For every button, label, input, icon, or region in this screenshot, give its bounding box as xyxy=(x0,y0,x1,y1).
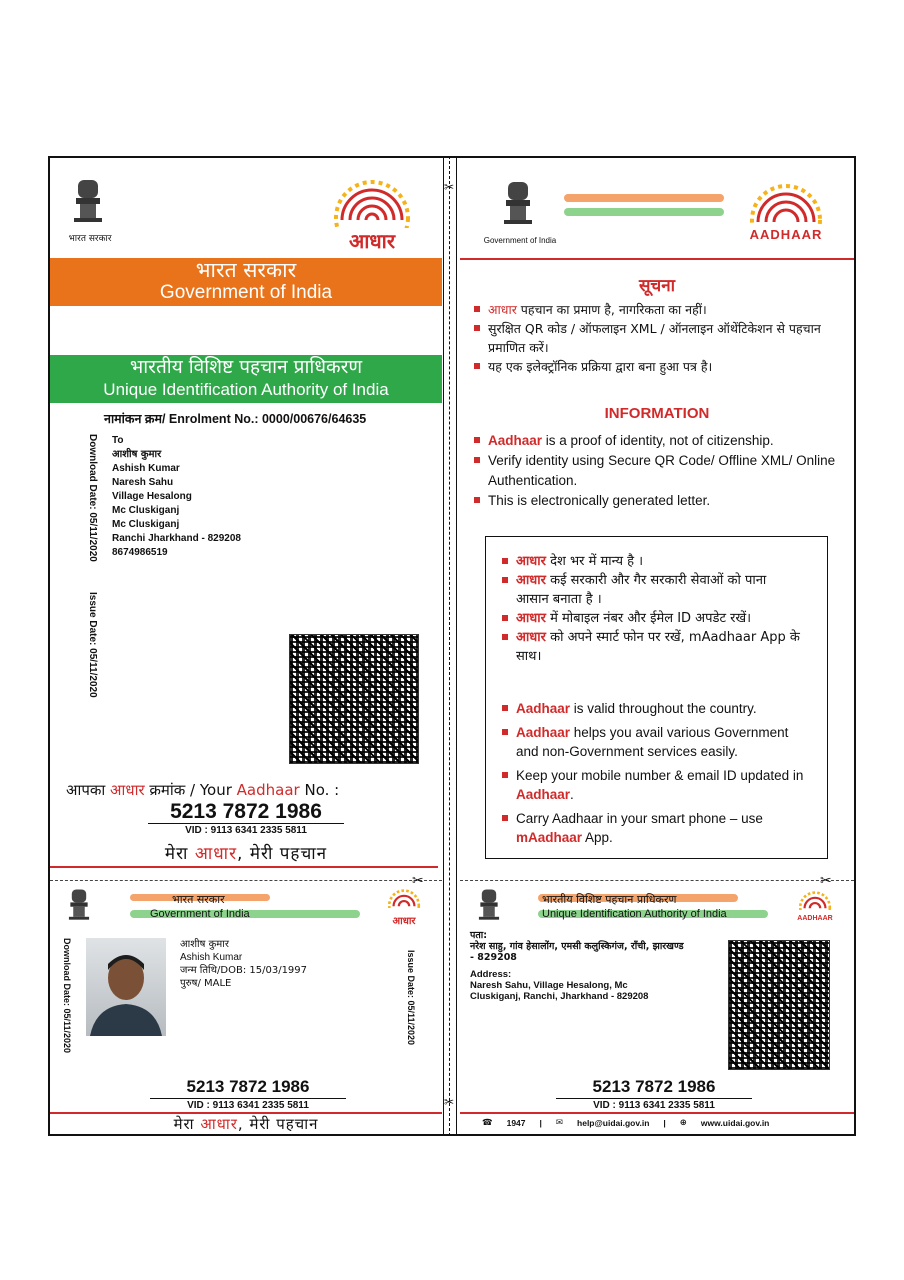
notice-text: देश भर में मान्य है । xyxy=(545,554,644,569)
aadhaar-logo xyxy=(322,178,422,253)
divider xyxy=(556,1098,752,1099)
tricolor-stripe xyxy=(564,208,724,216)
notice-item-en xyxy=(502,766,812,805)
notice-list-hi xyxy=(502,552,802,666)
red-divider xyxy=(460,1112,854,1114)
tagline-part: , मेरी पहचान xyxy=(237,1115,319,1133)
notice-red: आधार xyxy=(516,630,546,645)
label-part: आपका xyxy=(66,781,111,799)
aadhaar-number: 5213 7872 1986 xyxy=(186,1077,310,1096)
emblem-icon xyxy=(70,178,106,233)
address-en: Naresh Sahu, Village Hesalong, Mc Cluskiganj, Ranchi, Jharkhand - 829208 xyxy=(470,980,649,1002)
qr-code xyxy=(289,634,419,764)
website: www.uidai.gov.in xyxy=(700,1117,770,1128)
email: help@uidai.gov.in xyxy=(577,1117,650,1128)
info-text: यह एक इलेक्ट्रॉनिक प्रक्रिया द्वारा बना हुआ पत्र है। xyxy=(488,359,713,374)
address-line: Village Hesalong xyxy=(112,491,192,502)
notice-text: को अपने स्मार्ट फोन पर रखें, mAadhaar App के साथ। xyxy=(516,630,800,664)
info-red: आधार xyxy=(488,302,517,317)
download-date: Download Date: 05/11/2020 xyxy=(87,434,98,562)
info-title-en: INFORMATION xyxy=(604,405,710,422)
notice-text: . xyxy=(570,787,574,802)
emblem-icon xyxy=(476,888,502,929)
contact-footer xyxy=(482,1117,852,1128)
tagline xyxy=(50,1114,442,1134)
notice-item-en xyxy=(502,699,812,719)
card-header-en: Government of India xyxy=(150,908,250,920)
label-part: No. : xyxy=(299,781,340,799)
notice-text: Carry Aadhaar in your smart phone – use xyxy=(516,810,763,826)
uidai-band-en: Unique Identification Authority of India xyxy=(103,380,389,399)
holder-dob: जन्म तिथि/DOB: 15/03/1997 xyxy=(180,965,308,976)
address-line: Ashish Kumar xyxy=(112,463,180,474)
gov-band-en: Government of India xyxy=(159,282,333,303)
address-line: Naresh Sahu xyxy=(112,477,174,488)
notice-text: helps you avail various Government and non-Government services easily. xyxy=(516,724,789,759)
notice-text: Keep your mobile number & email ID updated in xyxy=(516,767,804,783)
notice-item-en xyxy=(502,723,812,762)
info-list-en xyxy=(474,431,844,511)
address-line: आशीष कुमार xyxy=(112,449,162,460)
notice-red: आधार xyxy=(516,573,546,588)
vertical-cut-line xyxy=(443,156,457,1136)
info-text: This is electronically generated letter. xyxy=(488,493,711,508)
info-item-en xyxy=(474,451,844,491)
label-red: Aadhaar xyxy=(236,781,300,799)
tagline-part: , मेरी पहचान xyxy=(237,844,328,864)
address-block xyxy=(470,930,690,1002)
address-line: 8674986519 xyxy=(112,547,168,558)
info-item-hi xyxy=(474,300,834,319)
info-text: is a proof of identity, not of citizenship. xyxy=(542,433,774,448)
aadhaar-number: 5213 7872 1986 xyxy=(170,800,322,823)
card-holder-details xyxy=(180,938,307,990)
holder-name-en: Ashish Kumar xyxy=(180,952,243,963)
notice-item-hi xyxy=(502,571,802,609)
holder-name-hi: आशीष कुमार xyxy=(180,939,229,950)
email-icon: ✉ xyxy=(555,1117,564,1127)
address-hi: नरेश साहु, गांव हेसालोंग, एमसी कलुस्किगंज, रॉंची, झारखण्ड - 829208 xyxy=(470,941,684,963)
address-label-en: Address: xyxy=(470,969,512,980)
tricolor-stripe xyxy=(564,194,724,202)
notice-item-en xyxy=(502,809,812,848)
notice-red: आधार xyxy=(516,611,546,626)
aadhaar-logo xyxy=(790,890,840,922)
tagline-part: मेरा xyxy=(173,1115,201,1133)
tagline-red: आधार xyxy=(194,844,238,864)
aadhaar-logo-text: आधार xyxy=(348,229,396,253)
separator: | xyxy=(663,1117,666,1128)
address-line: Mc Cluskiganj xyxy=(112,519,180,530)
info-title-hi: सूचना xyxy=(638,276,676,296)
notice-text: में मोबाइल नंबर और ईमेल ID अपडेट रखें। xyxy=(545,611,752,626)
notice-text: App. xyxy=(582,830,613,845)
notice-item-hi xyxy=(502,628,802,666)
label-red: आधार xyxy=(110,781,145,799)
info-item-hi xyxy=(474,357,834,376)
notice-item-hi xyxy=(502,609,802,628)
uidai-band xyxy=(50,355,442,403)
red-divider xyxy=(50,866,438,868)
divider xyxy=(150,1098,346,1099)
emblem-caption: भारत सरकार xyxy=(68,234,112,244)
info-list-hi xyxy=(474,300,834,376)
aadhaar-number: 5213 7872 1986 xyxy=(592,1077,716,1096)
address-line: To xyxy=(112,435,124,446)
enrolment-number: नामांकन क्रम/ Enrolment No.: 0000/00676/64635 xyxy=(104,412,367,426)
scissors-icon: ✂ xyxy=(444,1095,455,1109)
scissors-icon: ✂ xyxy=(412,872,424,888)
qr-code xyxy=(728,940,830,1070)
tagline xyxy=(50,841,442,864)
aadhaar-logo-text: आधार xyxy=(392,916,416,927)
photo xyxy=(86,938,166,1036)
vid-number: VID : 9113 6341 2335 5811 xyxy=(593,1100,715,1111)
gov-band xyxy=(50,258,442,306)
divider xyxy=(148,823,344,824)
address-label-hi: पता: xyxy=(470,930,488,941)
notice-text: कई सरकारी और गैर सरकारी सेवाओं को पाना आसान बनाता है । xyxy=(516,573,767,607)
info-item-en xyxy=(474,491,844,511)
notice-item-hi xyxy=(502,552,802,571)
uidai-band-hi: भारतीय विशिष्ट पहचान प्राधिकरण xyxy=(129,356,363,378)
info-item-en xyxy=(474,431,844,451)
aadhaar-logo xyxy=(736,180,836,244)
your-aadhaar-label xyxy=(66,780,339,800)
notice-list-en xyxy=(502,699,812,848)
download-date: Download Date: 05/11/2020 xyxy=(62,938,72,1054)
card-header-hi: भारतीय विशिष्ट पहचान प्राधिकरण xyxy=(542,893,677,906)
emblem-caption: Government of India xyxy=(483,236,557,245)
vid-number: VID : 9113 6341 2335 5811 xyxy=(185,825,307,836)
phone-number: 1947 xyxy=(506,1117,526,1128)
address-line: Ranchi Jharkhand - 829208 xyxy=(112,533,241,544)
notice-red: आधार xyxy=(516,554,546,569)
red-divider xyxy=(460,258,854,260)
aadhaar-logo-text: AADHAAR xyxy=(749,227,823,242)
notice-red: Aadhaar xyxy=(516,787,571,802)
gov-band-hi: भारत सरकार xyxy=(195,258,297,282)
notice-red: Aadhaar xyxy=(516,701,571,716)
card-header-hi: भारत सरकार xyxy=(172,893,225,906)
horizontal-cut-line xyxy=(50,880,442,882)
label-part: क्रमांक / Your xyxy=(144,781,237,799)
scissors-icon: ✂ xyxy=(444,180,455,194)
scissors-icon: ✂ xyxy=(820,872,832,888)
aadhaar-logo-text: AADHAAR xyxy=(797,915,833,922)
address-line: Mc Cluskiganj xyxy=(112,505,180,516)
globe-icon: ⊕ xyxy=(679,1117,687,1127)
tagline-red: आधार xyxy=(200,1115,238,1133)
emblem-icon xyxy=(66,888,92,929)
info-text: पहचान का प्रमाण है, नागरिकता का नहीं। xyxy=(516,302,707,317)
notice-red: mAadhaar xyxy=(516,830,583,845)
holder-gender: पुरुष/ MALE xyxy=(180,978,232,989)
phone-icon: ☎ xyxy=(482,1117,493,1127)
address-block xyxy=(112,434,241,560)
card-header-en: Unique Identification Authority of India xyxy=(542,908,727,920)
vid-number: VID : 9113 6341 2335 5811 xyxy=(187,1100,309,1111)
aadhaar-logo xyxy=(382,888,426,927)
emblem-icon xyxy=(500,180,536,235)
info-text: Verify identity using Secure QR Code/ Offline XML/ Online Authentication. xyxy=(488,453,836,488)
horizontal-cut-line xyxy=(460,880,854,882)
tagline-part: मेरा xyxy=(164,844,195,864)
issue-date: Issue Date: 05/11/2020 xyxy=(87,592,98,698)
notice-red: Aadhaar xyxy=(516,724,571,740)
info-item-hi xyxy=(474,319,834,357)
info-text: सुरक्षित QR कोड / ऑफलाइन XML / ऑनलाइन ऑथेंटिकेशन से पहचान प्रमाणित करें। xyxy=(488,321,821,355)
issue-date: Issue Date: 05/11/2020 xyxy=(406,950,416,1046)
separator: | xyxy=(539,1117,542,1128)
info-red: Aadhaar xyxy=(488,433,543,448)
notice-text: is valid throughout the country. xyxy=(570,701,757,716)
